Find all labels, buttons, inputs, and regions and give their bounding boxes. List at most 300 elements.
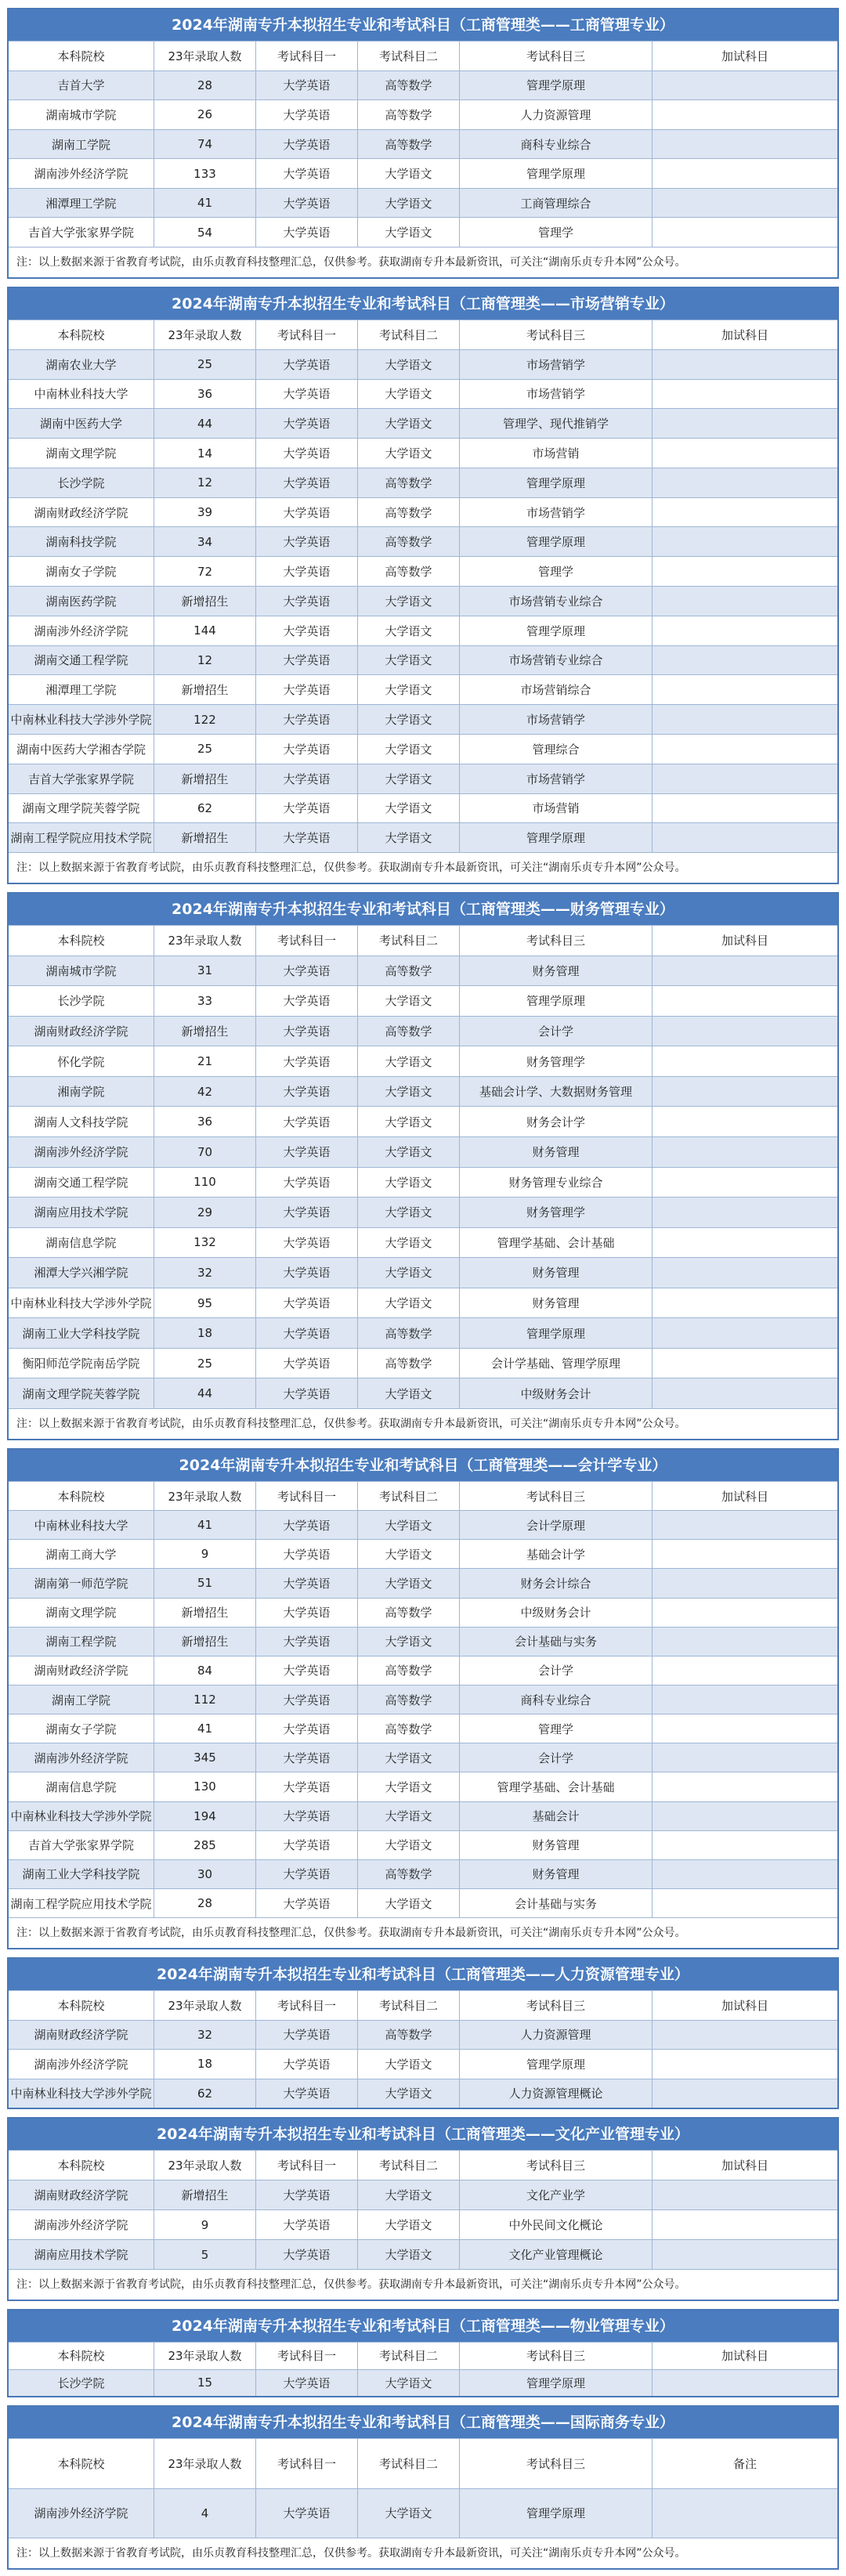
table-cell (653, 1860, 837, 1888)
table-cell (653, 1046, 837, 1076)
column-header: 加试科目 (721, 327, 768, 342)
table-cell: 大学英语 (256, 1137, 358, 1167)
section-title: 2024年湖南专升本拟招生专业和考试科目（工商管理类——人力资源管理专业） (9, 1959, 837, 1990)
table-cell: 工商管理综合 (460, 189, 653, 218)
table-cell: 大学语文 (358, 2210, 460, 2239)
table-cell (653, 1378, 837, 1408)
table-cell (653, 823, 837, 852)
table-cell: 大学英语 (256, 159, 358, 188)
table-cell: 41 (154, 1511, 256, 1539)
source-note: 注：以上数据来源于省教育考试院，由乐贞教育科技整理汇总，仅供参考。获取湖南专升本最新资讯，可关注“湖南乐贞专升本网”公众号。 (9, 247, 837, 277)
table-cell: 湖南城市学院 (9, 100, 154, 129)
table-cell: 18 (154, 1318, 256, 1348)
table-cell: 144 (154, 616, 256, 645)
table-row (9, 1539, 837, 1568)
table-cell: 大学英语 (256, 1168, 358, 1198)
table-cell: 湖南财政经济学院 (9, 1657, 154, 1685)
table-cell: 湖南财政经济学院 (9, 2180, 154, 2209)
table-cell: 高等数学 (358, 1318, 460, 1348)
column-header: 本科院校 (9, 926, 154, 956)
table-cell: 大学语文 (358, 587, 460, 616)
table-cell: 42 (154, 1077, 256, 1107)
table-cell: 湖南信息学院 (9, 1228, 154, 1258)
table-cell: 湖南医药学院 (9, 587, 154, 616)
table-cell (653, 159, 837, 188)
table-cell: 财务管理 (460, 1288, 653, 1318)
table-row (9, 158, 837, 188)
table-cell: 大学语文 (358, 2489, 460, 2538)
column-header: 考试科目一 (256, 2343, 358, 2369)
column-header: 考试科目二 (358, 2439, 460, 2488)
table-cell: 湖南工程学院应用技术学院 (9, 823, 154, 852)
table-accounting (7, 1448, 839, 1949)
section-title: 2024年湖南专升本拟招生专业和考试科目（工商管理类——文化产业管理专业） (9, 2119, 837, 2150)
column-header: 考试科目一 (256, 1482, 358, 1510)
table-cell: 大学英语 (256, 1258, 358, 1288)
table-cell: 管理学 (460, 1714, 653, 1743)
table-row (9, 1656, 837, 1685)
table-cell (653, 1168, 837, 1198)
table-cell: 会计基础与实务 (460, 1889, 653, 1917)
table-cell: 大学英语 (256, 986, 358, 1016)
column-header: 考试科目三 (460, 320, 653, 349)
table-cell: 14 (154, 439, 256, 468)
table-cell (653, 764, 837, 793)
table-cell: 高等数学 (358, 1657, 460, 1685)
column-header: 本科院校 (9, 320, 154, 349)
table-header-row (9, 2342, 837, 2369)
table-row (9, 217, 837, 247)
table-cell: 大学英语 (256, 130, 358, 159)
table-cell: 大学语文 (358, 794, 460, 823)
table-cell (653, 1685, 837, 1714)
table-cell: 大学语文 (358, 1540, 460, 1568)
table-cell (653, 1569, 837, 1597)
table-cell (653, 1889, 837, 1917)
table-cell: 大学语文 (358, 218, 460, 247)
table-cell: 130 (154, 1772, 256, 1801)
table-cell: 32 (154, 1258, 256, 1288)
table-cell: 市场营销综合 (460, 675, 653, 704)
table-cell: 大学语文 (358, 1772, 460, 1801)
column-header: 本科院校 (9, 1991, 154, 2020)
table-cell: 湖南工学院 (9, 1685, 154, 1714)
table-cell: 高等数学 (358, 1685, 460, 1714)
table-cell (653, 100, 837, 129)
table-cell: 湖南涉外经济学院 (9, 2489, 154, 2538)
table-cell: 新增招生 (154, 675, 256, 704)
table-cell: 大学语文 (358, 735, 460, 764)
column-header: 考试科目二 (358, 2343, 460, 2369)
table-cell: 大学语文 (358, 159, 460, 188)
table-cell: 湖南应用技术学院 (9, 2240, 154, 2269)
table-header-row (9, 925, 837, 956)
table-row (9, 616, 837, 645)
table-cell: 大学英语 (256, 350, 358, 379)
table-header-row (9, 1990, 837, 2020)
table-cell: 湖南涉外经济学院 (9, 2210, 154, 2239)
table-cell (653, 794, 837, 823)
table-cell: 市场营销学 (460, 498, 653, 527)
table-cell: 市场营销专业综合 (460, 646, 653, 675)
table-cell: 大学英语 (256, 1860, 358, 1888)
table-cell: 新增招生 (154, 823, 256, 852)
table-cell: 大学英语 (256, 2489, 358, 2538)
table-cell (653, 2021, 837, 2050)
column-header: 考试科目二 (358, 926, 460, 956)
table-cell: 市场营销 (460, 794, 653, 823)
table-cell: 大学英语 (256, 616, 358, 645)
table-cell: 大学英语 (256, 1743, 358, 1772)
table-cell: 会计学 (460, 1743, 653, 1772)
table-cell (653, 705, 837, 734)
table-cell: 财务管理 (460, 1258, 653, 1288)
table-row (9, 468, 837, 497)
table-cell: 4 (154, 2489, 256, 2538)
table-cell: 管理学、现代推销学 (460, 409, 653, 438)
table-cell (653, 557, 837, 586)
table-cell: 132 (154, 1228, 256, 1258)
table-cell (653, 439, 837, 468)
column-header: 本科院校 (9, 42, 154, 70)
column-header: 23年录取人数 (154, 2151, 256, 2180)
table-cell: 管理学原理 (460, 71, 653, 100)
table-cell: 大学语文 (358, 189, 460, 218)
table-cell (653, 1743, 837, 1772)
table-cell: 大学语文 (358, 1889, 460, 1917)
table-cell: 大学英语 (256, 1540, 358, 1568)
table-cell: 大学英语 (256, 1889, 358, 1917)
table-cell: 财务管理 (460, 956, 653, 986)
table-cell (653, 2489, 837, 2538)
source-note: 注：以上数据来源于省教育考试院，由乐贞教育科技整理汇总，仅供参考。获取湖南专升本最新资讯，可关注“湖南乐贞专升本网”公众号。 (9, 852, 837, 883)
table-row (9, 764, 837, 793)
table-cell: 大学语文 (358, 1107, 460, 1136)
table-cell: 大学英语 (256, 380, 358, 409)
table-cell: 大学语文 (358, 1258, 460, 1288)
column-header: 加试科目 (721, 1489, 768, 1504)
table-cell (653, 218, 837, 247)
table-row (9, 526, 837, 556)
table-cell: 湖南工程学院 (9, 1628, 154, 1656)
table-cell: 大学英语 (256, 2180, 358, 2209)
table-cell: 会计学 (460, 1017, 653, 1046)
column-header: 考试科目三 (460, 926, 653, 956)
table-cell: 湖南财政经济学院 (9, 498, 154, 527)
table-cell: 大学英语 (256, 1198, 358, 1227)
table-cell: 中级财务会计 (460, 1599, 653, 1627)
table-row (9, 1227, 837, 1258)
table-cell: 高等数学 (358, 100, 460, 129)
table-cell: 大学英语 (256, 1017, 358, 1046)
table-row (9, 2049, 837, 2079)
table-cell: 财务管理 (460, 1831, 653, 1859)
table-row (9, 645, 837, 675)
table-cell: 25 (154, 735, 256, 764)
table-cell: 大学语文 (358, 1137, 460, 1167)
table-row (9, 1197, 837, 1227)
table-cell: 大学语文 (358, 1628, 460, 1656)
table-cell: 中外民间文化概论 (460, 2210, 653, 2239)
table-cell: 大学英语 (256, 498, 358, 527)
table-cell: 大学语文 (358, 705, 460, 734)
table-row (9, 188, 837, 218)
section-title: 2024年湖南专升本拟招生专业和考试科目（工商管理类——国际商务专业） (9, 2407, 837, 2438)
source-note: 注：以上数据来源于省教育考试院，由乐贞教育科技整理汇总，仅供参考。获取湖南专升本最新资讯，可关注“湖南乐贞专升本网”公众号。 (9, 1917, 837, 1948)
table-cell: 大学英语 (256, 1772, 358, 1801)
table-cell: 湖南工学院 (9, 130, 154, 159)
table-cell: 大学英语 (256, 1685, 358, 1714)
column-header: 考试科目三 (460, 1991, 653, 2020)
table-cell (653, 350, 837, 379)
table-cell: 大学英语 (256, 1714, 358, 1743)
table-cell: 大学英语 (256, 100, 358, 129)
table-cell: 湖南工业大学科技学院 (9, 1860, 154, 1888)
table-row (9, 674, 837, 704)
table-cell: 人力资源管理 (460, 2021, 653, 2050)
table-cell: 基础会计学、大数据财务管理 (460, 1077, 653, 1107)
table-cell: 大学英语 (256, 1046, 358, 1076)
table-cell: 133 (154, 159, 256, 188)
table-cell: 大学语文 (358, 1228, 460, 1258)
table-cell: 194 (154, 1802, 256, 1830)
column-header: 加试科目 (721, 2159, 768, 2173)
table-row (9, 99, 837, 129)
table-cell: 湖南文理学院 (9, 1599, 154, 1627)
table-cell: 大学语文 (358, 986, 460, 1016)
table-cell: 高等数学 (358, 557, 460, 586)
table-cell (653, 1540, 837, 1568)
table-cell: 市场营销学 (460, 705, 653, 734)
table-cell: 湘南学院 (9, 1077, 154, 1107)
table-cell (653, 1349, 837, 1378)
table-cell: 财务管理 (460, 1137, 653, 1167)
table-cell: 会计学原理 (460, 1511, 653, 1539)
table-cell: 大学英语 (256, 2021, 358, 2050)
table-cell (653, 675, 837, 704)
table-cell (653, 1228, 837, 1258)
table-cell (653, 1318, 837, 1348)
table-cell: 大学语文 (358, 1198, 460, 1227)
table-cell: 大学语文 (358, 350, 460, 379)
table-cell: 大学英语 (256, 2240, 358, 2269)
table-cell: 62 (154, 794, 256, 823)
column-header: 考试科目三 (460, 2439, 653, 2488)
table-human-resource-management (7, 1957, 839, 2109)
table-cell: 管理综合 (460, 735, 653, 764)
table-cell (653, 1714, 837, 1743)
table-cell: 新增招生 (154, 1017, 256, 1046)
table-row (9, 822, 837, 852)
table-cell: 44 (154, 409, 256, 438)
table-cell: 中级财务会计 (460, 1378, 653, 1408)
table-cell: 33 (154, 986, 256, 1016)
table-cell: 大学英语 (256, 823, 358, 852)
table-row (9, 497, 837, 527)
table-cell: 12 (154, 468, 256, 497)
table-cell (653, 1198, 837, 1227)
column-header: 考试科目一 (256, 926, 358, 956)
table-cell: 湖南女子学院 (9, 1714, 154, 1743)
table-cell: 345 (154, 1743, 256, 1772)
column-header: 考试科目三 (460, 42, 653, 70)
table-cell: 大学语文 (358, 1802, 460, 1830)
table-cell: 高等数学 (358, 956, 460, 986)
table-cell: 大学语文 (358, 675, 460, 704)
table-cell: 湖南人文科技学院 (9, 1107, 154, 1136)
table-cell: 管理学原理 (460, 2370, 653, 2397)
table-cell: 32 (154, 2021, 256, 2050)
table-cell: 财务管理专业综合 (460, 1168, 653, 1198)
table-cell: 28 (154, 71, 256, 100)
table-cell: 29 (154, 1198, 256, 1227)
table-cell: 26 (154, 100, 256, 129)
table-cell: 高等数学 (358, 527, 460, 556)
table-cell: 30 (154, 1860, 256, 1888)
column-header: 本科院校 (9, 2439, 154, 2488)
table-cell: 15 (154, 2370, 256, 2397)
table-cell: 管理学 (460, 218, 653, 247)
table-header-row (9, 2438, 837, 2488)
table-cell: 41 (154, 1714, 256, 1743)
column-header: 考试科目三 (460, 2151, 653, 2180)
table-cell: 大学英语 (256, 409, 358, 438)
table-cell: 大学英语 (256, 189, 358, 218)
table-cell: 110 (154, 1168, 256, 1198)
table-row (9, 556, 837, 586)
table-cell: 39 (154, 498, 256, 527)
table-cell (653, 2050, 837, 2079)
table-cell: 吉首大学张家界学院 (9, 764, 154, 793)
table-cell: 文化产业管理概论 (460, 2240, 653, 2269)
column-header: 考试科目一 (256, 42, 358, 70)
table-cell: 中南林业科技大学涉外学院 (9, 1802, 154, 1830)
table-cell: 湖南涉外经济学院 (9, 1743, 154, 1772)
table-cell: 大学语文 (358, 409, 460, 438)
table-header-row (9, 2150, 837, 2180)
table-cell: 大学语文 (358, 1831, 460, 1859)
table-cell (653, 1017, 837, 1046)
table-cell: 湖南文理学院芙蓉学院 (9, 1378, 154, 1408)
table-cell: 湖南中医药大学 (9, 409, 154, 438)
table-cell (653, 1599, 837, 1627)
table-row (9, 1106, 837, 1136)
table-cell: 大学英语 (256, 587, 358, 616)
column-header: 考试科目三 (460, 2343, 653, 2369)
table-cell: 大学英语 (256, 468, 358, 497)
table-cell: 湖南文理学院 (9, 439, 154, 468)
table-cell (653, 1831, 837, 1859)
table-cell: 62 (154, 2079, 256, 2108)
table-cell (653, 587, 837, 616)
table-cell: 管理学原理 (460, 2050, 653, 2079)
table-cell: 湖南女子学院 (9, 557, 154, 586)
table-cultural-industry-management (7, 2117, 839, 2301)
table-cell: 大学语文 (358, 1743, 460, 1772)
table-cell: 74 (154, 130, 256, 159)
table-row (9, 2020, 837, 2050)
table-cell: 72 (154, 557, 256, 586)
table-cell: 中南林业科技大学涉外学院 (9, 705, 154, 734)
table-cell (653, 1657, 837, 1685)
table-cell: 84 (154, 1657, 256, 1685)
table-cell: 大学语文 (358, 380, 460, 409)
table-cell: 36 (154, 1107, 256, 1136)
table-cell: 大学语文 (358, 1378, 460, 1408)
column-header: 考试科目一 (256, 2151, 358, 2180)
table-cell: 湘潭理工学院 (9, 675, 154, 704)
table-row (9, 1378, 837, 1408)
table-cell: 高等数学 (358, 498, 460, 527)
table-cell: 管理学原理 (460, 159, 653, 188)
table-cell: 大学语文 (358, 646, 460, 675)
table-cell: 湖南工商大学 (9, 1540, 154, 1568)
table-cell: 大学语文 (358, 439, 460, 468)
table-cell: 湖南工业大学科技学院 (9, 1318, 154, 1348)
table-cell: 大学英语 (256, 675, 358, 704)
table-cell: 管理学原理 (460, 1318, 653, 1348)
table-cell: 大学英语 (256, 71, 358, 100)
table-cell: 会计基础与实务 (460, 1628, 653, 1656)
table-cell (653, 189, 837, 218)
section-title: 2024年湖南专升本拟招生专业和考试科目（工商管理类——物业管理专业） (9, 2310, 837, 2342)
table-cell: 51 (154, 1569, 256, 1597)
table-cell: 大学英语 (256, 2079, 358, 2108)
table-cell: 市场营销专业综合 (460, 587, 653, 616)
table-cell: 18 (154, 2050, 256, 2079)
table-row (9, 379, 837, 409)
table-cell: 市场营销学 (460, 350, 653, 379)
table-cell: 中南林业科技大学 (9, 1511, 154, 1539)
table-cell: 70 (154, 1137, 256, 1167)
table-header-row (9, 320, 837, 349)
table-cell (653, 1288, 837, 1318)
table-cell: 湖南涉外经济学院 (9, 2050, 154, 2079)
table-cell: 高等数学 (358, 1860, 460, 1888)
table-cell: 大学英语 (256, 646, 358, 675)
table-cell (653, 468, 837, 497)
table-cell: 大学英语 (256, 2370, 358, 2397)
table-cell (653, 956, 837, 986)
table-cell: 25 (154, 350, 256, 379)
table-cell (653, 130, 837, 159)
table-cell: 会计学 (460, 1657, 653, 1685)
table-cell: 大学语文 (358, 2180, 460, 2209)
table-row (9, 1743, 837, 1772)
table-cell: 管理学原理 (460, 468, 653, 497)
table-cell: 高等数学 (358, 1349, 460, 1378)
table-cell: 大学英语 (256, 2050, 358, 2079)
table-cell: 怀化学院 (9, 1046, 154, 1076)
column-header: 23年录取人数 (154, 1991, 256, 2020)
table-cell: 湖南应用技术学院 (9, 1198, 154, 1227)
table-cell (653, 2210, 837, 2239)
table-row (9, 2180, 837, 2209)
column-header: 本科院校 (9, 2151, 154, 2180)
table-row (9, 985, 837, 1016)
table-cell: 大学英语 (256, 439, 358, 468)
table-row (9, 1801, 837, 1830)
column-header: 考试科目二 (358, 1482, 460, 1510)
table-row (9, 2488, 837, 2538)
table-cell: 44 (154, 1378, 256, 1408)
column-header: 23年录取人数 (154, 2343, 256, 2369)
table-cell: 文化产业学 (460, 2180, 653, 2209)
table-cell (653, 1772, 837, 1801)
table-cell: 大学语文 (358, 1569, 460, 1597)
table-row (9, 1714, 837, 1743)
table-row (9, 2079, 837, 2108)
